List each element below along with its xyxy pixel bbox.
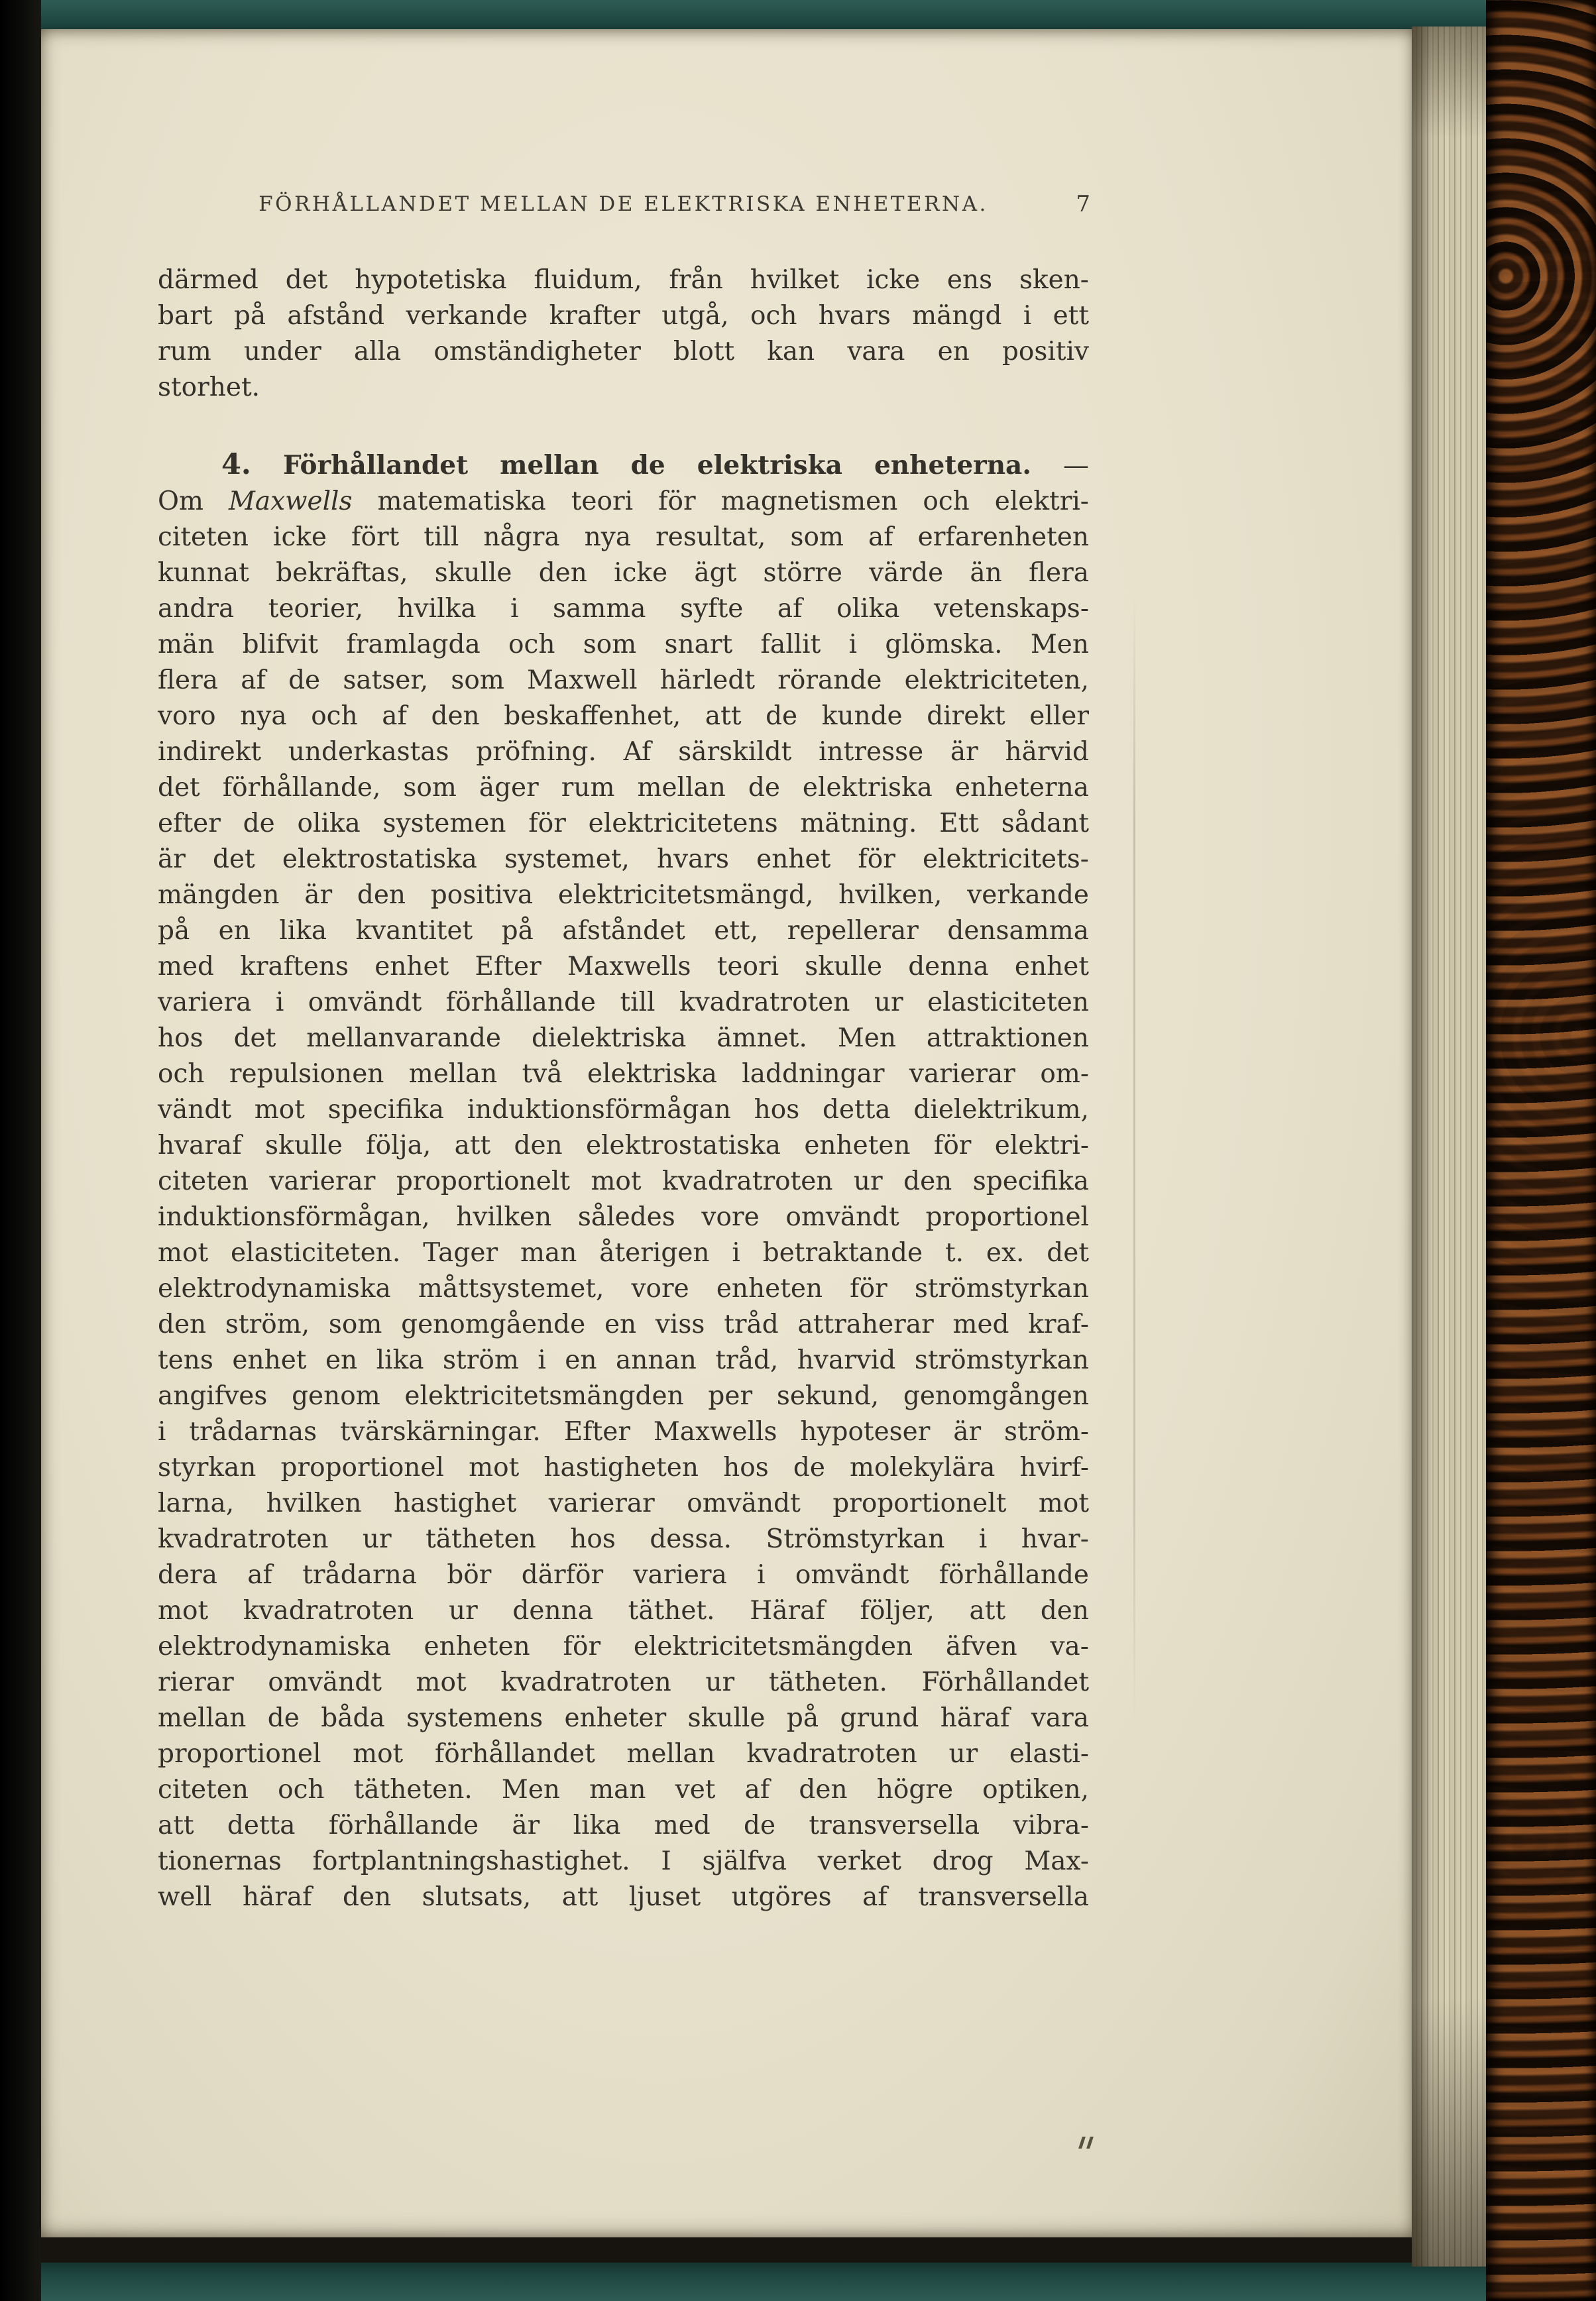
ink-smudge-artifact <box>1079 2137 1098 2150</box>
text-line: variera i omvändt förhållande till kvadratroten ur elasticiteten <box>158 987 1089 1017</box>
section-title: Förhållandet mellan de elektriska enheterna. <box>283 450 1031 480</box>
text-line: citeten och tätheten. Men man vet af den högre optiken, <box>158 1775 1089 1805</box>
text-line: och repulsionen mellan två elektriska laddningar varierar om- <box>158 1059 1089 1089</box>
first-line-post: matematiska teori för magnetismen och elektri- <box>352 486 1089 516</box>
text-line: induktionsförmågan, hvilken således vore omvändt proportionel <box>158 1202 1089 1232</box>
text-line: dera af trådarna bör därför variera i omvändt förhållande <box>158 1560 1089 1590</box>
text-line: elektrodynamiska enheten för elektricitetsmängden äfven va- <box>158 1632 1089 1661</box>
text-line: på en lika kvantitet på afståndet ett, repellerar densamma <box>158 916 1089 946</box>
text-line: voro nya och af den beskaffenhet, att de kunde direkt eller <box>158 701 1089 731</box>
book-cover-top-edge <box>0 0 1486 33</box>
text-line: det förhållande, som äger rum mellan de elektriska enheterna <box>158 773 1089 803</box>
text-line: angifves genom elektricitetsmängden per sekund, genomgången <box>158 1381 1089 1411</box>
text-line: tionernas fortplantningshastighet. I själfva verket drog Max- <box>158 1846 1089 1876</box>
scanned-page <box>41 29 1412 2237</box>
text-line: mot elasticiteten. Tager man återigen i betraktande t. ex. det <box>158 1238 1089 1268</box>
scan-scratch-artifact <box>1133 596 1135 1723</box>
text-line: mängden är den positiva elektricitetsmängd, hvilken, verkande <box>158 880 1089 910</box>
text-line: andra teorier, hvilka i samma syfte af olika vetenskaps- <box>158 594 1089 624</box>
book-cover-bottom-edge <box>0 2263 1486 2301</box>
text-line: rum under alla omständigheter blott kan vara en positiv <box>158 337 1089 366</box>
section-body-lines <box>158 520 1089 1915</box>
section-dash: — <box>1063 451 1090 480</box>
text-line: indirekt underkastas pröfning. Af särskildt intresse är härvid <box>158 737 1089 767</box>
text-line: citeten varierar proportionelt mot kvadratroten ur den specifika <box>158 1166 1089 1196</box>
text-line: proportionel mot förhållandet mellan kvadratroten ur elasti- <box>158 1739 1089 1769</box>
text-line: därmed det hypotetiska fluidum, från hvilket icke ens sken- <box>158 265 1089 295</box>
page-header <box>158 192 1089 223</box>
text-line: kvadratroten ur tätheten hos dessa. Strömstyrkan i hvar- <box>158 1524 1089 1554</box>
text-line: tens enhet en lika ström i en annan tråd, hvarvid strömstyrkan <box>158 1345 1089 1375</box>
text-line: med kraftens enhet Efter Maxwells teori skulle denna enhet <box>158 952 1089 982</box>
text-line: rierar omvändt mot kvadratroten ur tätheten. Förhållandet <box>158 1667 1089 1697</box>
running-title: FÖRHÅLLANDET MELLAN DE ELEKTRISKA ENHETERNA. <box>258 192 988 216</box>
book-outer-edge <box>0 0 41 2301</box>
first-line-pre: Om <box>158 486 229 516</box>
text-line: att detta förhållande är lika med de transversella vibra- <box>158 1811 1089 1840</box>
text-line: hos det mellanvarande dielektriska ämnet. Men attraktionen <box>158 1023 1089 1053</box>
text-line: well häraf den slutsats, att ljuset utgöres af transversella <box>158 1882 1089 1912</box>
first-line-italic: Maxwells <box>228 486 353 516</box>
text-line: citeten icke fört till några nya resultat, som af erfarenheten <box>158 522 1089 552</box>
text-line: bart på afstånd verkande krafter utgå, och hvars mängd i ett <box>158 301 1089 331</box>
text-line: larna, hvilken hastighet varierar omvändt proportionelt mot <box>158 1488 1089 1518</box>
page-number: 7 <box>1076 191 1090 217</box>
section-4 <box>158 447 1089 1915</box>
text-line: storhet. <box>158 372 260 402</box>
text-line: efter de olika systemen för elektricitetens mätning. Ett sådant <box>158 809 1089 838</box>
text-line: flera af de satser, som Maxwell härledt rörande elektriciteten, <box>158 665 1089 695</box>
text-line: män blifvit framlagda och som snart fallit i glömska. Men <box>158 630 1089 659</box>
section-number: 4. <box>221 448 251 481</box>
text-line: vändt mot specifika induktionsförmågan hos detta dielektrikum, <box>158 1095 1089 1125</box>
text-line: är det elektrostatiska systemet, hvars enhet för elektricitets- <box>158 844 1089 874</box>
text-line: mellan de båda systemens enheter skulle på grund häraf vara <box>158 1703 1089 1733</box>
text-line: hvaraf skulle följa, att den elektrostatiska enheten för elektri- <box>158 1131 1089 1160</box>
text-line: elektrodynamiska måttsystemet, vore enheten för strömstyrkan <box>158 1274 1089 1304</box>
text-line: styrkan proportionel mot hastigheten hos de molekylära hvirf- <box>158 1453 1089 1483</box>
text-line: mot kvadratroten ur denna täthet. Häraf följer, att den <box>158 1596 1089 1626</box>
book-binding-marbled <box>1486 0 1596 2301</box>
text-line: i trådarnas tvärskärningar. Efter Maxwells hypoteser är ström- <box>158 1417 1089 1447</box>
text-line: den ström, som genomgående en viss tråd attraherar med kraf- <box>158 1310 1089 1339</box>
paragraph-continuation <box>158 262 1089 406</box>
text-line: kunnat bekräftas, skulle den icke ägt större värde än flera <box>158 558 1089 588</box>
body-text <box>158 262 1089 1915</box>
section-heading <box>158 447 1089 484</box>
section-first-line <box>158 484 1089 520</box>
page-fore-edges <box>1412 27 1486 2267</box>
